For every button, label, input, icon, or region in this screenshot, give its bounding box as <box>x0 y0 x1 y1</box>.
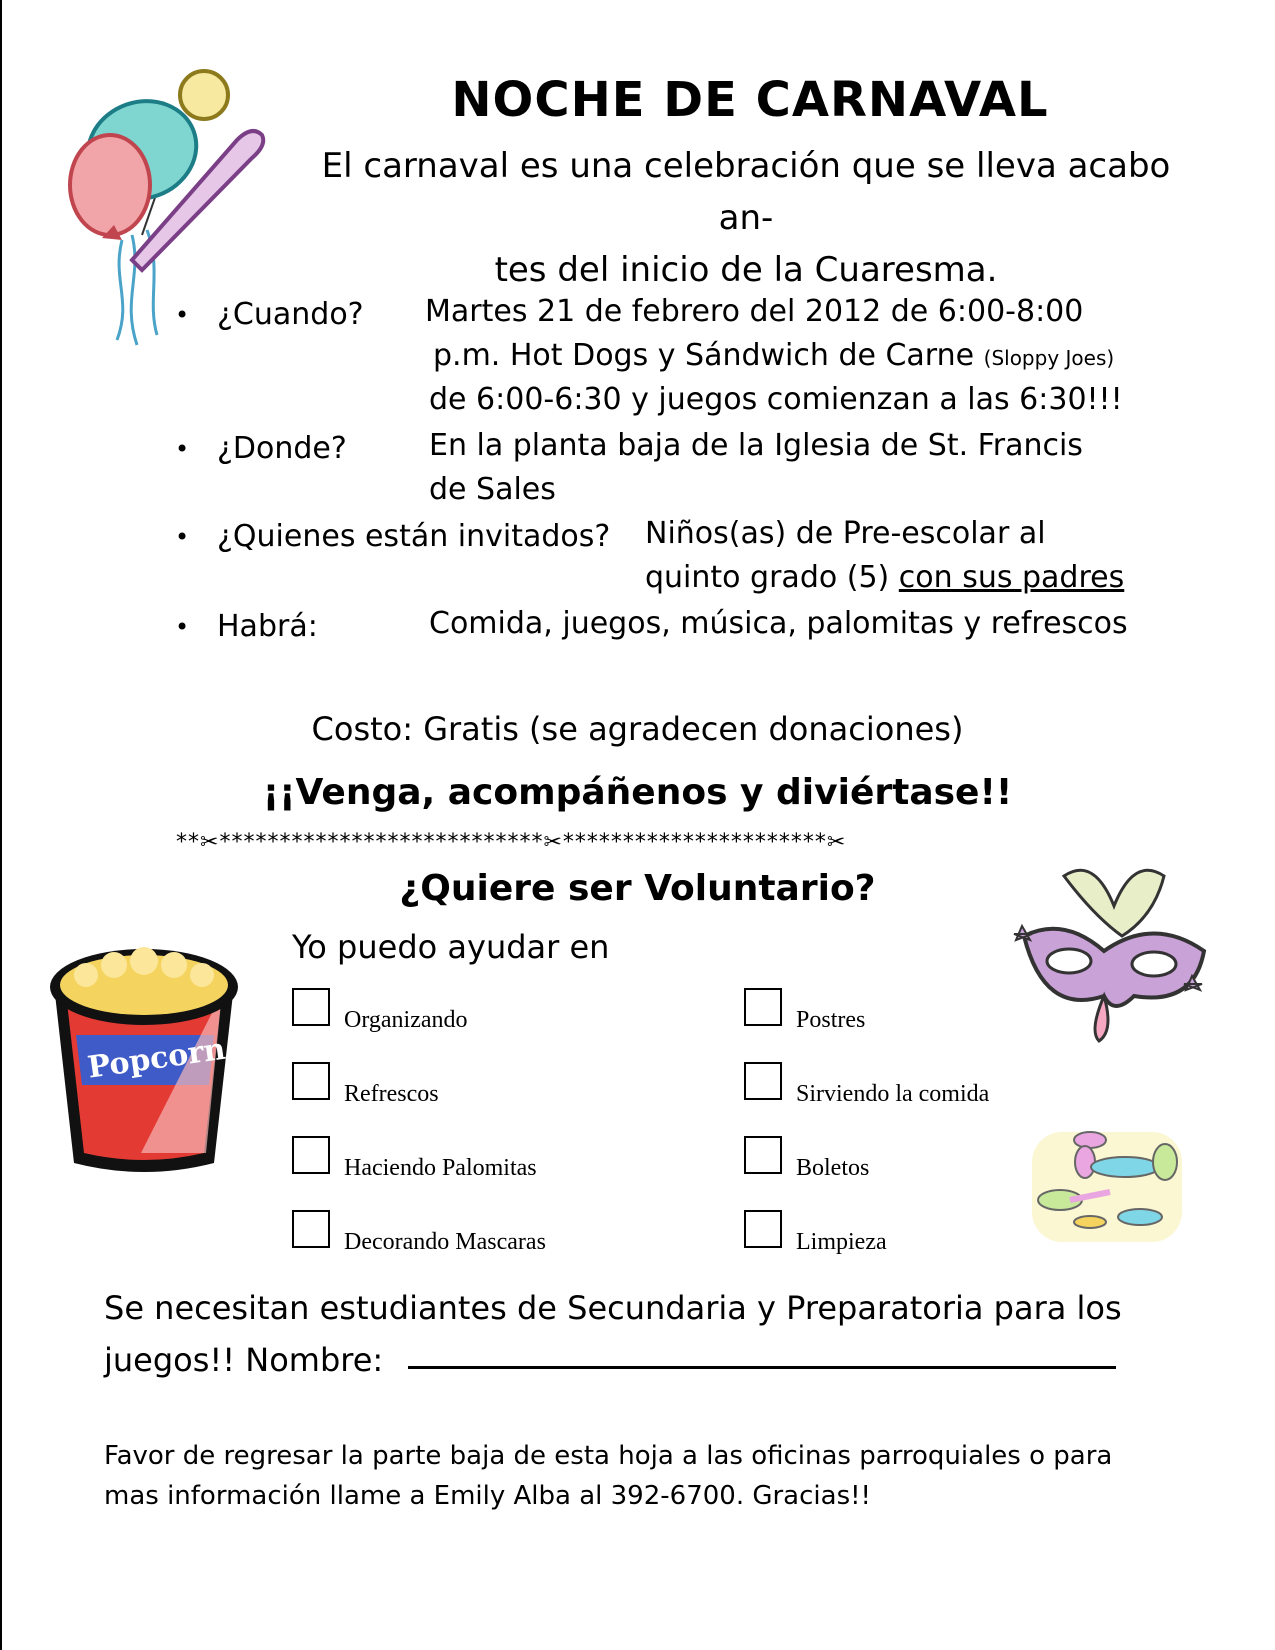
option-label: Refrescos <box>344 1081 439 1107</box>
option-label: Sirviendo la comida <box>796 1081 990 1107</box>
mask-icon <box>1004 856 1216 1048</box>
option-label: Haciendo Palomitas <box>344 1155 537 1181</box>
who-label: ¿Quienes están invitados? <box>217 519 611 554</box>
bullet-dot: • <box>175 301 190 329</box>
when-line-2-text: p.m. Hot Dogs y Sándwich de Carne <box>433 338 975 373</box>
option-masks[interactable] <box>292 1210 546 1255</box>
page-border <box>0 0 2 1650</box>
checkbox[interactable] <box>292 988 330 1026</box>
footer-line-1: Favor de regresar la parte baja de esta hoja a las oficinas parroquiales o para <box>104 1441 1113 1471</box>
popcorn-icon <box>46 935 242 1175</box>
popcorn-label: Popcorn <box>85 1031 228 1086</box>
cut-line-seg-3: ********************** <box>562 830 827 855</box>
intro-line-2: tes del inicio de la Cuaresma. <box>494 250 998 290</box>
help-label: Yo puedo ayudar en <box>292 928 610 966</box>
option-serving-food[interactable] <box>744 1062 990 1107</box>
cost-text: Costo: Gratis (se agradecen donaciones) <box>311 710 964 748</box>
page-title: NOCHE DE CARNAVAL <box>451 72 1049 128</box>
option-drinks[interactable] <box>292 1062 439 1107</box>
who-line-2-text: quinto grado (5) <box>645 560 890 595</box>
when-label: ¿Cuando? <box>217 297 364 332</box>
when-line-2-note: (Sloppy Joes) <box>983 346 1115 370</box>
where-line-1: En la planta baja de la Iglesia de St. Francis <box>429 428 1083 463</box>
who-line-1: Niños(as) de Pre-escolar al <box>645 516 1046 551</box>
bullet-dot: • <box>175 523 190 551</box>
name-input-line[interactable] <box>408 1366 1116 1369</box>
will-have-line-1: Comida, juegos, música, palomitas y refrescos <box>429 606 1128 641</box>
option-label: Limpieza <box>796 1229 887 1255</box>
when-line-3: de 6:00-6:30 y juegos comienzan a las 6:30!!! <box>429 382 1123 417</box>
students-text <box>104 1282 1184 1386</box>
scissors-icon: ✂ <box>200 830 220 855</box>
checkbox[interactable] <box>744 988 782 1026</box>
who-line-2-underlined: con sus padres <box>898 560 1125 595</box>
option-label: Decorando Mascaras <box>344 1229 546 1255</box>
scissors-icon: ✂ <box>543 830 563 855</box>
intro-line-1: El carnaval es una celebración que se lleva acabo an- <box>321 146 1171 238</box>
option-label: Postres <box>796 1007 866 1033</box>
who-line-2 <box>645 555 1124 601</box>
students-line-2: juegos!! Nombre: <box>104 1341 384 1379</box>
volunteer-title: ¿Quiere ser Voluntario? <box>399 868 876 909</box>
invite-text: ¡¡Venga, acompáñenos y diviértase!! <box>262 772 1013 813</box>
checkbox[interactable] <box>744 1210 782 1248</box>
option-cleaning[interactable] <box>744 1210 887 1255</box>
cut-line-seg-2: *************************** <box>219 830 544 855</box>
bullet-dot: • <box>175 613 190 641</box>
balloon-animal-icon <box>1030 1122 1190 1250</box>
footer-line-2: mas información llame a Emily Alba al 392-6700. Gracias!! <box>104 1481 871 1511</box>
when-line-1: Martes 21 de febrero del 2012 de 6:00-8:00 <box>425 294 1084 329</box>
will-have-label: Habrá: <box>217 609 318 644</box>
option-label: Organizando <box>344 1007 468 1033</box>
students-line-1: Se necesitan estudiantes de Secundaria y Preparatoria para los <box>104 1289 1122 1327</box>
option-desserts[interactable] <box>744 988 866 1033</box>
where-label: ¿Donde? <box>217 431 347 466</box>
bullet-dot: • <box>175 435 190 463</box>
footer-text <box>104 1436 1204 1516</box>
where-line-2: de Sales <box>429 472 556 507</box>
option-tickets[interactable] <box>744 1136 870 1181</box>
option-organizing[interactable] <box>292 988 468 1033</box>
checkbox[interactable] <box>744 1062 782 1100</box>
intro-text <box>296 140 1196 296</box>
cut-line-seg-1: ** <box>176 830 200 855</box>
when-line-2 <box>433 333 1114 381</box>
option-label: Boletos <box>796 1155 870 1181</box>
checkbox[interactable] <box>744 1136 782 1174</box>
checkbox[interactable] <box>292 1062 330 1100</box>
cut-line <box>176 830 846 855</box>
option-popcorn[interactable] <box>292 1136 537 1181</box>
scissors-icon: ✂ <box>826 830 847 855</box>
checkbox[interactable] <box>292 1136 330 1174</box>
checkbox[interactable] <box>292 1210 330 1248</box>
